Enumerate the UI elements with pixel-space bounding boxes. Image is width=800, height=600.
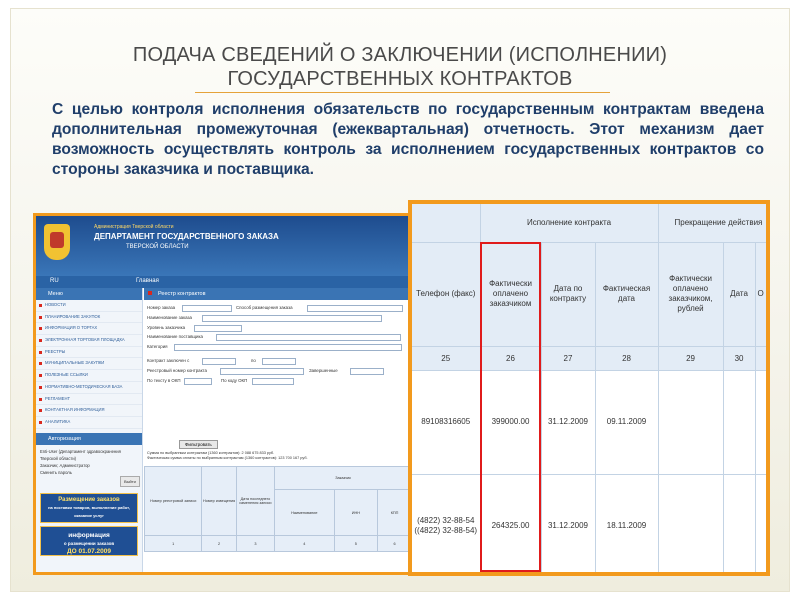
- auth-user-line: Enti-User (Департамент здравоохранения: [40, 448, 121, 454]
- contracts-sum-paid: Фактическая сумма оплаты по выбранным контрактам (1360 контрактов): 123 700 167 руб.: [147, 456, 308, 460]
- auth-role-line: Заказчик; Администратор: [40, 462, 90, 468]
- table-cell-actual-date: 18.11.2009: [595, 474, 658, 572]
- sidebar-item-news[interactable]: НОВОСТИ: [36, 300, 142, 312]
- exit-button[interactable]: Выйти: [120, 476, 140, 487]
- table-cell: [755, 474, 766, 572]
- execution-table-screenshot: [408, 200, 770, 576]
- sidebar-item-planning[interactable]: ПЛАНИРОВАНИЕ ЗАКУПОК: [36, 312, 142, 324]
- sidebar-menu-title: Меню: [36, 288, 142, 300]
- coat-of-arms-icon: [44, 224, 70, 260]
- filter-row-contract-date: Контракт заключен с по: [144, 357, 413, 367]
- col-number: 5: [334, 536, 377, 552]
- table-cell: [658, 370, 723, 474]
- filter-row-customer-level: Уровень заказчика: [144, 324, 413, 334]
- supplier-name-input[interactable]: [216, 334, 401, 341]
- sidebar-item-municipal[interactable]: МУНИЦИПАЛЬНЫЕ ЗАКУПКИ: [36, 358, 142, 370]
- table-cell: [755, 370, 766, 474]
- portal-sidebar: [36, 288, 143, 572]
- table-cell: [723, 370, 755, 474]
- slide-body-text: С целью контроля исполнения обязательств по государственным контрактам введена дополнительная промежуточная (ежеквартальная) отчетность. Этот механизм дает возможность осуществлять контроль за исполнением государственных контрактов со стороны заказчика и поставщика.: [52, 101, 764, 178]
- okp-text-input[interactable]: [184, 378, 212, 385]
- col-number: 1: [145, 536, 202, 552]
- sidebar-item-e-platform[interactable]: ЭЛЕКТРОННАЯ ТОРГОВАЯ ПЛОЩАДКА: [36, 335, 142, 347]
- filter-row-order-name: Наименование заказа: [144, 314, 413, 324]
- info-banner[interactable]: [40, 526, 138, 556]
- col-header-date: Дата: [723, 242, 755, 346]
- col-header-last-change: Дата последнего изменения записи: [236, 467, 274, 536]
- order-name-input[interactable]: [202, 315, 382, 322]
- orders-banner[interactable]: [40, 493, 138, 523]
- filter-row-registry-number: Реестровый номер контракта Завершенные: [144, 367, 413, 377]
- orders-banner-subtitle: на поставки товаров, выполнение работ, оказание услуг: [48, 504, 130, 518]
- auth-info: [36, 445, 142, 490]
- info-banner-subtitle: о размещении заказов: [63, 540, 115, 546]
- completed-select[interactable]: [350, 368, 384, 375]
- change-password-link[interactable]: Сменить пароль: [40, 469, 72, 475]
- execution-table: [412, 204, 766, 572]
- info-banner-date: ДО 01.07.2009: [66, 547, 112, 555]
- filter-row-supplier: Наименование поставщика: [144, 333, 413, 343]
- table-cell: [723, 474, 755, 572]
- contracts-table: [144, 466, 412, 552]
- col-number: 30: [723, 346, 755, 370]
- col-header-customer-name: Наименование: [275, 490, 335, 536]
- col-number: 3: [236, 536, 274, 552]
- col-header-actual-date: Фактическая дата: [595, 242, 658, 346]
- table-cell-phone: 89108316605: [412, 370, 480, 474]
- table-cell-actual-date: 09.11.2009: [595, 370, 658, 474]
- col-header-paid-rub: Фактически оплачено заказчиком, рублей: [658, 242, 723, 346]
- portal-main: [144, 288, 413, 572]
- portal-nav-bar: [36, 276, 413, 288]
- slide-title-line-2: ГОСУДАРСТВЕННЫХ КОНТРАКТОВ: [227, 68, 573, 90]
- table-cell-paid: 264325.00: [480, 474, 541, 572]
- sidebar-item-analytics[interactable]: АНАЛИТИКА: [36, 417, 142, 429]
- portal-header-top-line: Администрация Тверской области: [94, 224, 174, 230]
- auth-title: Авторизация: [36, 433, 142, 445]
- portal-header: [36, 216, 413, 276]
- okp-code-input[interactable]: [252, 378, 294, 385]
- date-from-input[interactable]: [202, 358, 236, 365]
- portal-header-title: ДЕПАРТАМЕНТ ГОСУДАРСТВЕННОГО ЗАКАЗА: [94, 232, 279, 241]
- col-header-paid: Фактически оплачено заказчиком: [480, 242, 541, 346]
- contracts-register-heading: Реестр контрактов: [144, 288, 413, 300]
- placement-method-select[interactable]: [307, 305, 403, 312]
- nav-home-link[interactable]: Главная: [136, 278, 159, 284]
- col-number: 29: [658, 346, 723, 370]
- group-header-termination: Прекращение действия: [658, 204, 766, 242]
- col-number: 6: [378, 536, 412, 552]
- customer-level-select[interactable]: [194, 325, 242, 332]
- col-number: 28: [595, 346, 658, 370]
- table-cell-contract-date: 31.12.2009: [541, 370, 595, 474]
- col-header-inn: ИНН: [334, 490, 377, 536]
- col-header-customer: Заказчик: [275, 467, 412, 490]
- table-cell-contract-date: 31.12.2009: [541, 474, 595, 572]
- col-number: 2: [202, 536, 236, 552]
- registry-number-input[interactable]: [220, 368, 304, 375]
- portal-header-subtitle: ТВЕРСКОЙ ОБЛАСТИ: [126, 244, 189, 250]
- group-header-execution: Исполнение контракта: [480, 204, 658, 242]
- sidebar-item-registers[interactable]: РЕЕСТРЫ: [36, 347, 142, 359]
- col-header-registry-record: Номер реестровой записи: [145, 467, 202, 536]
- col-number: [755, 346, 766, 370]
- category-select[interactable]: [174, 344, 402, 351]
- slide-title-line-1: ПОДАЧА СВЕДЕНИЙ О ЗАКЛЮЧЕНИИ (ИСПОЛНЕНИИ): [132, 44, 668, 66]
- portal-screenshot: [33, 213, 416, 575]
- table-cell: [658, 474, 723, 572]
- col-number: 4: [275, 536, 335, 552]
- language-flag[interactable]: RU: [50, 278, 59, 284]
- col-header-extra: О: [755, 242, 766, 346]
- title-underline: [195, 92, 610, 93]
- order-number-input[interactable]: [182, 305, 232, 312]
- sidebar-item-contacts[interactable]: КОНТАКТНАЯ ИНФОРМАЦИЯ: [36, 405, 142, 417]
- info-banner-title: информация: [68, 531, 110, 539]
- auth-org-line: Тверской области): [40, 455, 77, 461]
- sidebar-item-tenders[interactable]: ИНФОРМАЦИЯ О ТОРГАХ: [36, 323, 142, 335]
- col-header-phone: Телефон (факс): [412, 242, 480, 346]
- contracts-summary: [147, 451, 308, 461]
- orders-banner-title: Размещение заказов: [58, 496, 120, 503]
- col-header-contract-date: Дата по контракту: [541, 242, 595, 346]
- filter-button[interactable]: Фильтровать: [179, 440, 218, 449]
- col-number: 27: [541, 346, 595, 370]
- sidebar-item-regulations-base[interactable]: НОРМАТИВНО-МЕТОДИЧЕСКАЯ БАЗА: [36, 382, 142, 394]
- sidebar-item-links[interactable]: ПОЛЕЗНЫЕ ССЫЛКИ: [36, 370, 142, 382]
- col-header-kpp: КПП: [378, 490, 412, 536]
- filter-row-category: Категория: [144, 343, 413, 353]
- table-cell-paid: 399000.00: [480, 370, 541, 474]
- col-header-notice-number: Номер извещения: [202, 467, 236, 536]
- date-to-input[interactable]: [262, 358, 296, 365]
- table-cell-phone: (4822) 32-88-54 ((4822) 32-88-54): [412, 474, 480, 572]
- sidebar-item-rules[interactable]: РЕГЛАМЕНТ: [36, 394, 142, 406]
- col-number: 25: [412, 346, 480, 370]
- filter-row-order-number: Номер заказа Способ размещения заказа: [144, 304, 413, 314]
- contracts-sum-total: Сумма по выбранным контрактам (1360 контрактов): 2 088 675 833 руб.: [147, 451, 275, 455]
- filter-row-okp: По тексту в ОКП По коду ОКП: [144, 377, 413, 387]
- col-number: 26: [480, 346, 541, 370]
